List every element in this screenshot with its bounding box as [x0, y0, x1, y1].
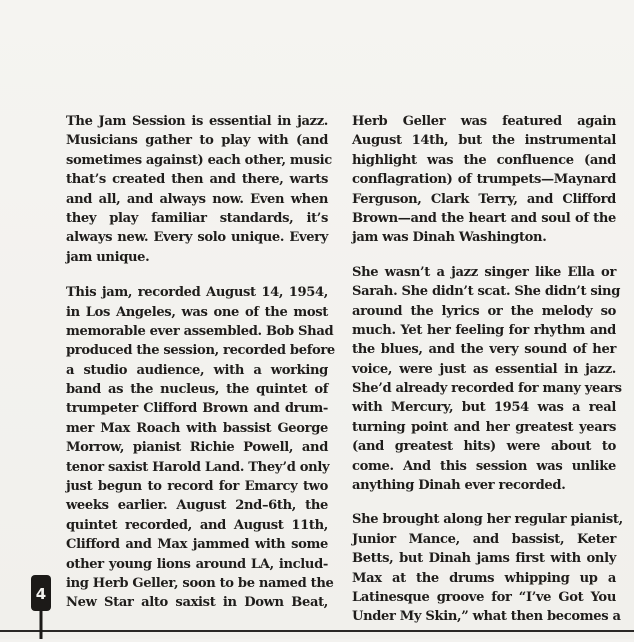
text-line: and all, and always now. Even when — [66, 191, 328, 207]
paragraph-band-lineup — [352, 510, 623, 626]
text-line: produced the session, recorded before — [66, 343, 335, 359]
text-line: quintet recorded, and August 11th, — [66, 517, 328, 533]
text-line: come. And this session was unlike — [352, 458, 616, 474]
text-line: She’d already recorded for many years — [352, 381, 622, 397]
text-line: voice, were just as essential in jazz. — [352, 361, 616, 377]
text-line: Max at the drums whipping up a — [352, 570, 616, 586]
text-line: This jam, recorded August 14, 1954, — [66, 285, 328, 301]
text-line: The Jam Session is essential in jazz. — [66, 114, 328, 129]
text-line: trumpeter Clifford Brown and drum- — [66, 401, 328, 417]
text-line: mer Max Roach with bassist George — [66, 420, 328, 436]
text-line: August 14th, but the instrumental — [352, 133, 616, 149]
text-line: She brought along her regular pianist, — [352, 512, 623, 528]
text-line: Betts, but Dinah jams first with only — [352, 551, 616, 567]
text-line: much. Yet her feeling for rhythm and — [352, 322, 616, 338]
text-line: band as the nucleus, the quintet of — [66, 382, 328, 398]
text-line: Junior Mance, and bassist, Keter — [352, 531, 616, 547]
microphone-icon — [30, 572, 52, 639]
text-line: Brown—and the heart and soul of the — [352, 210, 616, 226]
text-line: other young lions around LA, includ- — [66, 556, 328, 572]
page-number: 4 — [35, 585, 47, 603]
text-line: around the lyrics or the melody so — [352, 303, 616, 319]
paragraph-jam-session — [66, 112, 332, 267]
left-column — [66, 112, 335, 628]
text-line: turning point and her greatest years — [352, 419, 616, 435]
text-line: just begun to record for Emarcy two — [66, 479, 328, 495]
text-line: New Star alto saxist in Down Beat, — [66, 595, 328, 611]
text-line: the blues, and the very sound of her — [352, 342, 616, 358]
paragraph-recording-details — [66, 283, 335, 613]
text-line: jam unique. — [66, 249, 150, 265]
text-line: Musicians gather to play with (and — [66, 133, 328, 149]
text-line: Clifford and Max jammed with some — [66, 537, 328, 553]
text-line: weeks earlier. August 2nd–6th, the — [66, 498, 328, 514]
text-line: that’s created then and there, warts — [66, 172, 328, 188]
text-line: sometimes against) each other, music — [66, 152, 332, 168]
text-line: they play familiar standards, it’s — [66, 210, 328, 226]
text-line: Herb Geller was featured again — [352, 114, 616, 129]
paragraph-herb-geller — [352, 112, 616, 248]
text-line: jam was Dinah Washington. — [352, 230, 547, 246]
right-column — [352, 112, 623, 642]
text-line: Latinesque groove for “I’ve Got You — [352, 589, 616, 605]
text-line: ing Herb Geller, soon to be named the — [66, 575, 334, 591]
text-line: (and greatest hits) were about to — [352, 439, 616, 455]
paragraph-dinah-washington — [352, 263, 622, 496]
text-line: conflagration) of trumpets—Maynard — [352, 172, 616, 188]
text-line: Under My Skin,” what then becomes a — [352, 609, 621, 625]
text-line: highlight was the confluence (and — [352, 152, 616, 168]
text-line: Sarah. She didn’t scat. She didn’t sing — [352, 284, 620, 300]
text-line: She wasn’t a jazz singer like Ella or — [352, 264, 616, 280]
bottom-rule — [0, 630, 634, 632]
text-line: always new. Every solo unique. Every — [66, 230, 328, 246]
text-line: memorable ever assembled. Bob Shad — [66, 323, 334, 339]
text-line: tenor saxist Harold Land. They’d only — [66, 459, 330, 475]
text-line: with Mercury, but 1954 was a real — [352, 400, 616, 416]
text-line: anything Dinah ever recorded. — [352, 478, 566, 494]
text-line: Morrow, pianist Richie Powell, and — [66, 440, 328, 456]
text-line: Ferguson, Clark Terry, and Clifford — [352, 191, 616, 207]
text-line: in Los Angeles, was one of the most — [66, 304, 328, 320]
text-line: a studio audience, with a working — [66, 362, 328, 378]
